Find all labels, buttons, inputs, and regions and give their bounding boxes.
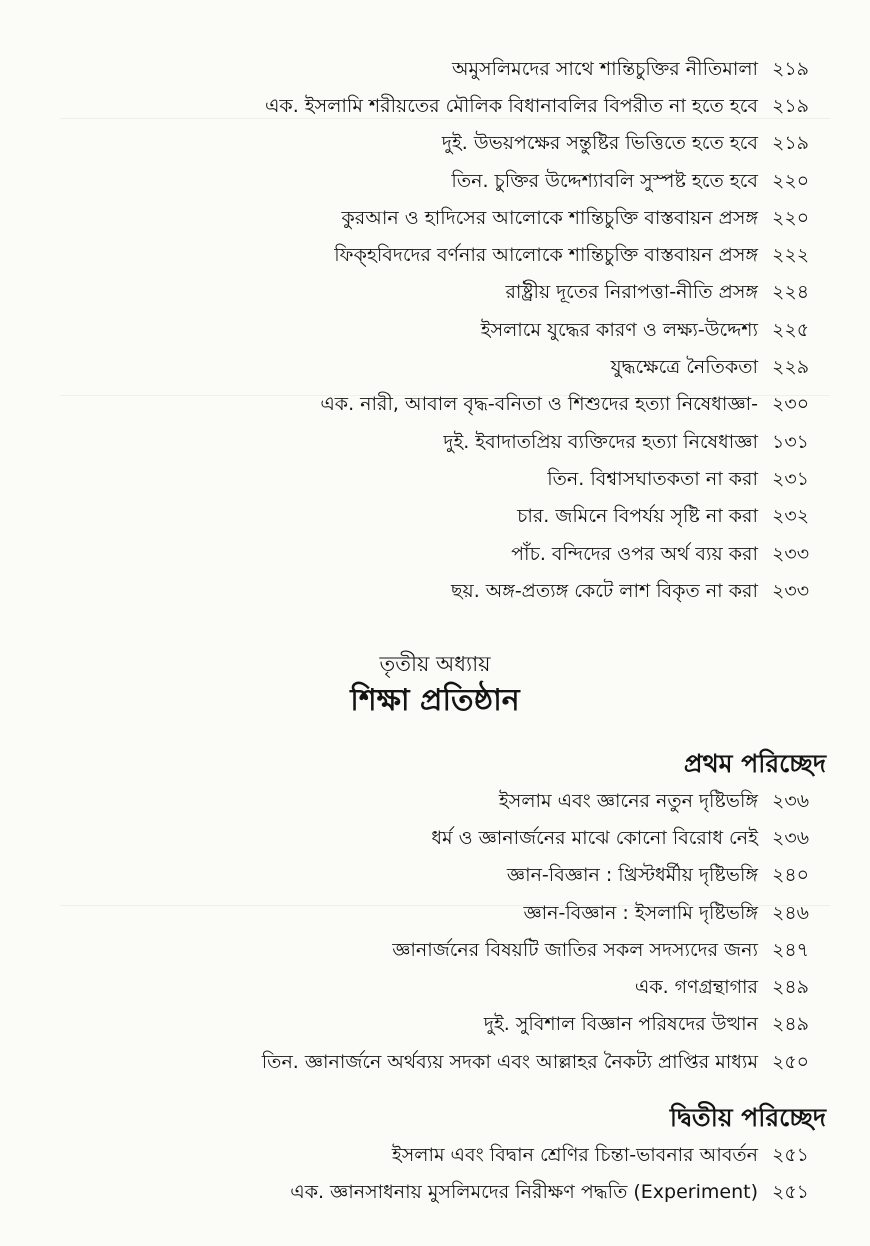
toc-entry-title: রাষ্ট্রীয় দূতের নিরাপত্তা-নীতি প্রসঙ্গ <box>505 281 758 304</box>
toc-entry-title: তিন. জ্ঞানার্জনে অর্থব্যয় সদকা এবং আল্লাহর নৈকট্য প্রাপ্তির মাধ্যম <box>261 1050 758 1073</box>
toc-entry[interactable] <box>60 1008 830 1045</box>
toc-entry-title: ইসলাম এবং জ্ঞানের নতুন দৃষ্টিভঙ্গি <box>498 789 758 812</box>
toc-entry-page: ২৫১ <box>772 1180 810 1203</box>
section-heading-second: দ্বিতীয় পরিচ্ছেদ <box>669 1103 826 1132</box>
toc-entry[interactable] <box>60 462 830 499</box>
toc-entry-page: ২৩৬ <box>772 789 810 812</box>
toc-entry-title: জ্ঞানার্জনের বিষয়টি জাতির সকল সদস্যদের জন্য <box>392 938 758 961</box>
toc-list-section1 <box>60 784 830 1082</box>
chapter-label: তৃতীয় অধ্যায় <box>379 652 491 676</box>
toc-entry[interactable] <box>60 970 830 1007</box>
toc-entry[interactable] <box>60 896 830 933</box>
toc-entry-page: ২৩১ <box>772 467 810 490</box>
toc-entry[interactable] <box>60 201 830 238</box>
toc-entry-title: কুরআন ও হাদিসের আলোকে শান্তিচুক্তি বাস্তবায়ন প্রসঙ্গ <box>341 206 758 229</box>
toc-entry-title: চার. জমিনে বিপর্যয় সৃষ্টি না করা <box>517 505 758 528</box>
toc-entry[interactable] <box>60 1175 830 1212</box>
toc-entry-title: জ্ঞান-বিজ্ঞান : ইসলামি দৃষ্টিভঙ্গি <box>523 901 758 924</box>
toc-entry[interactable] <box>60 500 830 537</box>
toc-entry[interactable] <box>60 313 830 350</box>
toc-entry-title: ধর্ম ও জ্ঞানার্জনের মাঝে কোনো বিরোধ নেই <box>431 826 758 849</box>
toc-entry-page: ২৩৩ <box>772 542 810 565</box>
toc-entry-page: ২২০ <box>772 206 810 229</box>
toc-entry[interactable] <box>60 388 830 425</box>
toc-entry-title: তিন. বিশ্বাসঘাতকতা না করা <box>547 467 758 490</box>
toc-entry-title: জ্ঞান-বিজ্ঞান : খ্রিস্টধর্মীয় দৃষ্টিভঙ্গি <box>506 864 758 887</box>
toc-entry[interactable] <box>60 1045 830 1082</box>
toc-entry-title: এক. নারী, আবাল বৃদ্ধ-বনিতা ও শিশুদের হত্যা নিষেধাজ্ঞা- <box>320 393 758 416</box>
toc-entry-page: ২৫০ <box>772 1050 810 1073</box>
toc-entry-page: ২৪৯ <box>772 1013 810 1036</box>
toc-entry-page: ২৩২ <box>772 505 810 528</box>
toc-entry-page: ২৩০ <box>772 393 810 416</box>
toc-entry-page: ২৪৭ <box>772 938 810 961</box>
section-heading-first: প্রথম পরিচ্ছেদ <box>683 749 826 778</box>
toc-list-section2 <box>60 1138 830 1213</box>
toc-entry[interactable] <box>60 821 830 858</box>
toc-entry[interactable] <box>60 52 830 89</box>
toc-entry-title: দুই. উভয়পক্ষের সন্তুষ্টির ভিত্তিতে হতে হবে <box>441 132 758 155</box>
toc-entry-title: এক. জ্ঞানসাধনায় মুসলিমদের নিরীক্ষণ পদ্ধতি (Experiment) <box>290 1180 758 1203</box>
chapter-title: শিক্ষা প্রতিষ্ঠান <box>350 683 520 718</box>
toc-entry[interactable] <box>60 89 830 126</box>
toc-entry-page: ২৩৩ <box>772 579 810 602</box>
toc-entry[interactable] <box>60 537 830 574</box>
toc-entry[interactable] <box>60 164 830 201</box>
toc-entry[interactable] <box>60 933 830 970</box>
toc-entry[interactable] <box>60 276 830 313</box>
toc-entry-page: ২২৪ <box>772 281 810 304</box>
toc-entry-page: ২৪৬ <box>772 901 810 924</box>
toc-entry[interactable] <box>60 1138 830 1175</box>
toc-entry-title: দুই. ইবাদাতপ্রিয় ব্যক্তিদের হত্যা নিষেধাজ্ঞা <box>443 430 758 453</box>
toc-entry[interactable] <box>60 350 830 387</box>
toc-entry-page: ২২৫ <box>772 318 810 341</box>
toc-entry-page: ২১৯ <box>772 94 810 117</box>
toc-entry-title: দুই. সুবিশাল বিজ্ঞান পরিষদের উত্থান <box>483 1013 758 1036</box>
toc-list-part1 <box>60 52 830 611</box>
toc-entry-title: পাঁচ. বন্দিদের ওপর অর্থ ব্যয় করা <box>511 542 758 565</box>
toc-entry[interactable] <box>60 238 830 275</box>
toc-entry-page: ২৪০ <box>772 864 810 887</box>
toc-entry[interactable] <box>60 784 830 821</box>
toc-entry-page: ২৩৬ <box>772 826 810 849</box>
toc-entry-page: ২২২ <box>772 244 810 267</box>
toc-entry[interactable] <box>60 425 830 462</box>
toc-entry-title: এক. গণগ্রন্থাগার <box>634 976 758 999</box>
toc-entry[interactable] <box>60 574 830 611</box>
toc-entry-page: ২২৯ <box>772 356 810 379</box>
toc-entry-title: ইসলামে যুদ্ধের কারণ ও লক্ষ্য-উদ্দেশ্য <box>480 318 758 341</box>
toc-entry-page: ২১৯ <box>772 57 810 80</box>
toc-entry-title: অমুসলিমদের সাথে শান্তিচুক্তির নীতিমালা <box>452 57 758 80</box>
toc-entry-title: ফিক্‌হবিদদের বর্ণনার আলোকে শান্তিচুক্তি বাস্তবায়ন প্রসঙ্গ <box>334 244 758 267</box>
toc-entry-title: ইসলাম এবং বিদ্বান শ্রেণির চিন্তা-ভাবনার আবর্তন <box>391 1143 758 1166</box>
toc-entry-page: ২২০ <box>772 169 810 192</box>
toc-entry-page: ২৫১ <box>772 1143 810 1166</box>
toc-entry-title: তিন. চুক্তির উদ্দেশ্যাবলি সুস্পষ্ট হতে হবে <box>451 169 758 192</box>
toc-entry[interactable] <box>60 127 830 164</box>
toc-entry[interactable] <box>60 859 830 896</box>
toc-entry-page: ২৪৯ <box>772 976 810 999</box>
toc-entry-title: ছয়. অঙ্গ-প্রত্যঙ্গ কেটে লাশ বিকৃত না করা <box>450 579 758 602</box>
toc-entry-page: ২১৯ <box>772 132 810 155</box>
toc-entry-title: যুদ্ধক্ষেত্রে নৈতিকতা <box>610 356 758 379</box>
toc-entry-page: ১৩১ <box>772 430 810 453</box>
toc-entry-title: এক. ইসলামি শরীয়তের মৌলিক বিধানাবলির বিপরীত না হতে হবে <box>264 94 758 117</box>
